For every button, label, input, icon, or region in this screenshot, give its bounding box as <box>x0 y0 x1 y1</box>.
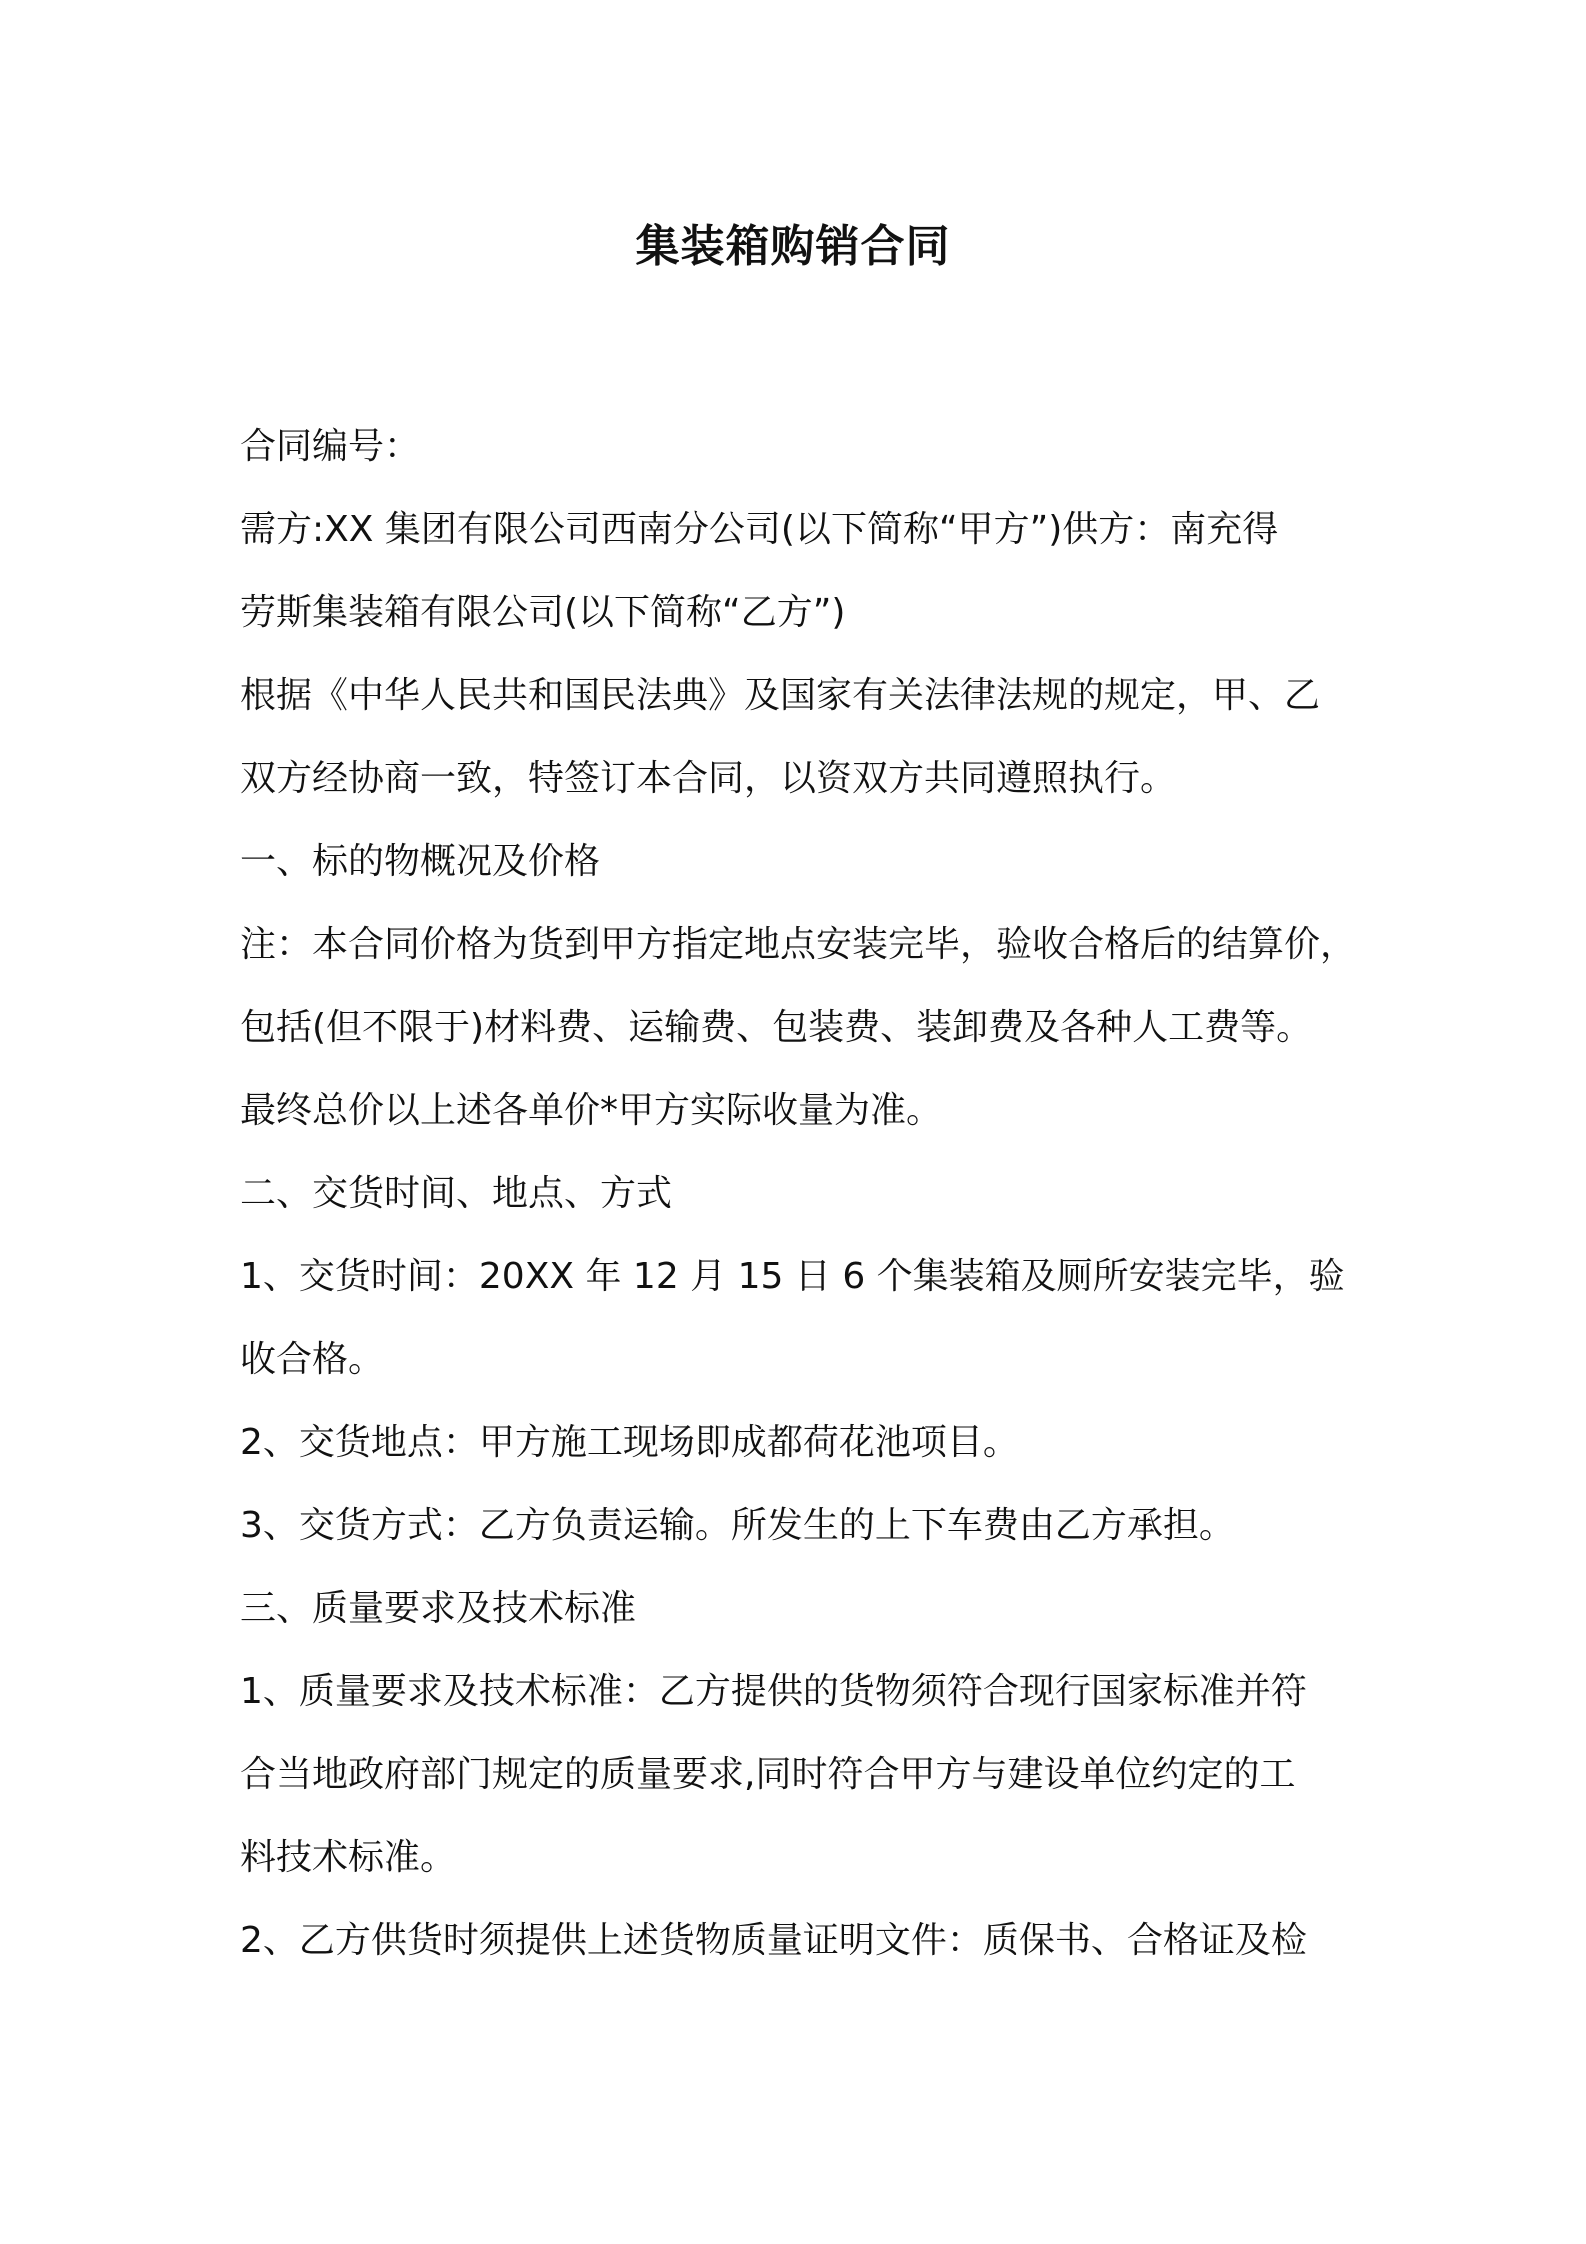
parties-line-1: 需方:XX 集团有限公司西南分公司(以下简称“甲方”)供方：南充得 <box>240 509 1279 550</box>
price-note-line-3: 最终总价以上述各单价*甲方实际收量为准。 <box>240 1090 943 1131</box>
delivery-time-line-2: 收合格。 <box>240 1339 385 1380</box>
certificate-line-1: 2、乙方供货时须提供上述货物质量证明文件：质保书、合格证及检 <box>240 1920 1307 1961</box>
section-heading-3: 三、质量要求及技术标准 <box>240 1588 637 1629</box>
delivery-time-line-1: 1、交货时间：20XX 年 12 月 15 日 6 个集装箱及厕所安装完毕，验 <box>240 1256 1345 1297</box>
document-title: 集装箱购销合同 <box>635 221 951 272</box>
section-heading-2: 二、交货时间、地点、方式 <box>240 1173 673 1214</box>
price-note-line-2: 包括(但不限于)材料费、运输费、包装费、装卸费及各种人工费等。 <box>240 1007 1313 1048</box>
delivery-place-line: 2、交货地点：甲方施工现场即成都荷花池项目。 <box>240 1422 1019 1463</box>
price-note-line-1: 注：本合同价格为货到甲方指定地点安装完毕，验收合格后的结算价， <box>240 924 1357 965</box>
delivery-method-line: 3、交货方式：乙方负责运输。所发生的上下车费由乙方承担。 <box>240 1505 1235 1546</box>
quality-line-2: 合当地政府部门规定的质量要求,同时符合甲方与建设单位约定的工 <box>240 1754 1296 1795</box>
parties-line-2: 劳斯集装箱有限公司(以下简称“乙方”) <box>240 592 846 633</box>
quality-line-3: 料技术标准。 <box>240 1837 457 1878</box>
quality-line-1: 1、质量要求及技术标准：乙方提供的货物须符合现行国家标准并符 <box>240 1671 1307 1712</box>
section-heading-1: 一、标的物概况及价格 <box>240 841 601 882</box>
contract-number-line: 合同编号： <box>240 426 421 467</box>
preamble-line-1: 根据《中华人民共和国民法典》及国家有关法律法规的规定，甲、乙 <box>240 675 1321 716</box>
document-body <box>240 405 1355 1982</box>
preamble-line-2: 双方经协商一致，特签订本合同，以资双方共同遵照执行。 <box>240 758 1177 799</box>
